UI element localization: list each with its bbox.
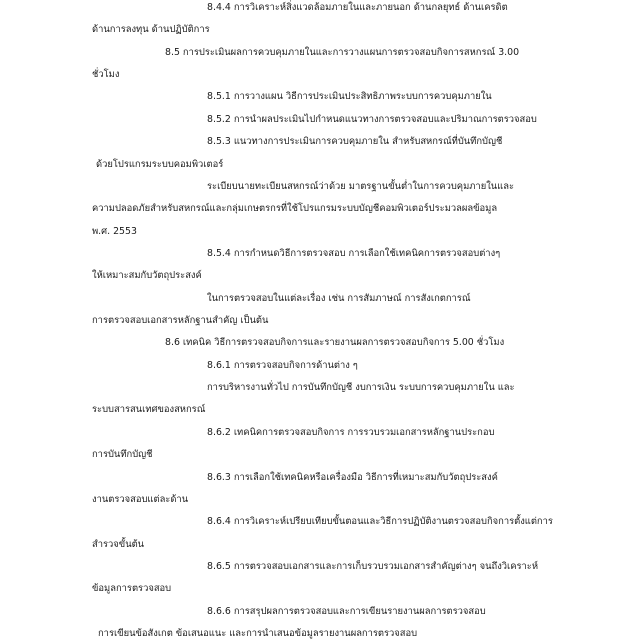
text-line: 8.6.4 การวิเคราะห์เปรียบเทียบขั้นตอนและวิธีการปฏิบัติงานตรวจสอบกิจการตั้งแต่การ <box>207 516 553 527</box>
text-line: งานตรวจสอบแต่ละด้าน <box>92 494 189 505</box>
text-line: 8.6.3 การเลือกใช้เทคนิคหรือเครื่องมือ วิธีการที่เหมาะสมกับวัตถุประสงค์ <box>207 472 498 483</box>
text-line: 8.6 เทคนิค วิธีการตรวจสอบกิจการและรายงานผลการตรวจสอบกิจการ 5.00 ชั่วโมง <box>165 337 505 348</box>
text-line: พ.ศ. 2553 <box>92 226 137 237</box>
text-line: ข้อมูลการตรวจสอบ <box>92 583 172 594</box>
text-line: สำรวจขั้นต้น <box>92 539 145 550</box>
text-line: ด้วยโปรแกรมระบบคอมพิวเตอร์ <box>96 159 224 170</box>
text-line: 8.5.4 การกำหนดวิธีการตรวจสอบ การเลือกใช้เทคนิคการตรวจสอบต่างๆ <box>207 248 501 259</box>
text-line: 8.6.1 การตรวจสอบกิจการด้านต่าง ๆ <box>207 360 358 371</box>
text-line: ความปลอดภัยสำหรับสหกรณ์และกลุ่มเกษตรกรที่ใช้โปรแกรมระบบบัญชีคอมพิวเตอร์ประมวลผลข้อมูล <box>92 203 498 214</box>
text-line: 8.6.2 เทคนิคการตรวจสอบกิจการ การรวบรวมเอกสารหลักฐานประกอบ <box>207 427 495 438</box>
text-line: การบันทึกบัญชี <box>92 449 153 460</box>
text-line: 8.5 การประเมินผลการควบคุมภายในและการวางแผนการตรวจสอบกิจการสหกรณ์ 3.00 <box>165 47 520 58</box>
text-line: 8.5.1 การวางแผน วิธีการประเมินประสิทธิภาพระบบการควบคุมภายใน <box>207 91 492 102</box>
text-line: การตรวจสอบเอกสารหลักฐานสำคัญ เป็นต้น <box>92 315 269 326</box>
text-line: 8.6.5 การตรวจสอบเอกสารและการเก็บรวบรวมเอกสารสำคัญต่างๆ จนถึงวิเคราะห์ <box>207 561 539 572</box>
text-line: ชั่วโมง <box>92 69 120 80</box>
text-line: 8.5.2 การนำผลประเมินไปกำหนดแนวทางการตรวจสอบและปริมาณการตรวจสอบ <box>207 114 537 125</box>
text-line: ในการตรวจสอบในแต่ละเรื่อง เช่น การสัมภาษณ์ การสังเกตการณ์ <box>207 293 471 304</box>
text-line: ด้านการลงทุน ด้านปฏิบัติการ <box>92 24 210 35</box>
text-line: ระบบสารสนเทศของสหกรณ์ <box>92 404 206 415</box>
text-line: การบริหารงานทั่วไป การบันทึกบัญชี งบการเงิน ระบบการควบคุมภายใน และ <box>207 382 515 393</box>
text-line: ระเบียบนายทะเบียนสหกรณ์ว่าด้วย มาตรฐานขั้นต่ำในการควบคุมภายในและ <box>207 181 515 192</box>
text-line: 8.6.6 การสรุปผลการตรวจสอบและการเขียนรายงานผลการตรวจสอบ <box>207 606 486 617</box>
text-line: การเขียนข้อสังเกต ข้อเสนอแนะ และการนำเสนอข้อมูลรายงานผลการตรวจสอบ <box>98 628 418 639</box>
text-line: 8.5.3 แนวทางการประเมินการควบคุมภายใน สำหรับสหกรณ์ที่บันทึกบัญชี <box>207 136 503 147</box>
text-line: ให้เหมาะสมกับวัตถุประสงค์ <box>92 270 202 281</box>
text-line: 8.4.4 การวิเคราะห์สิ่งแวดล้อมภายในและภายนอก ด้านกลยุทธ์ ด้านเครดิต <box>207 2 508 13</box>
